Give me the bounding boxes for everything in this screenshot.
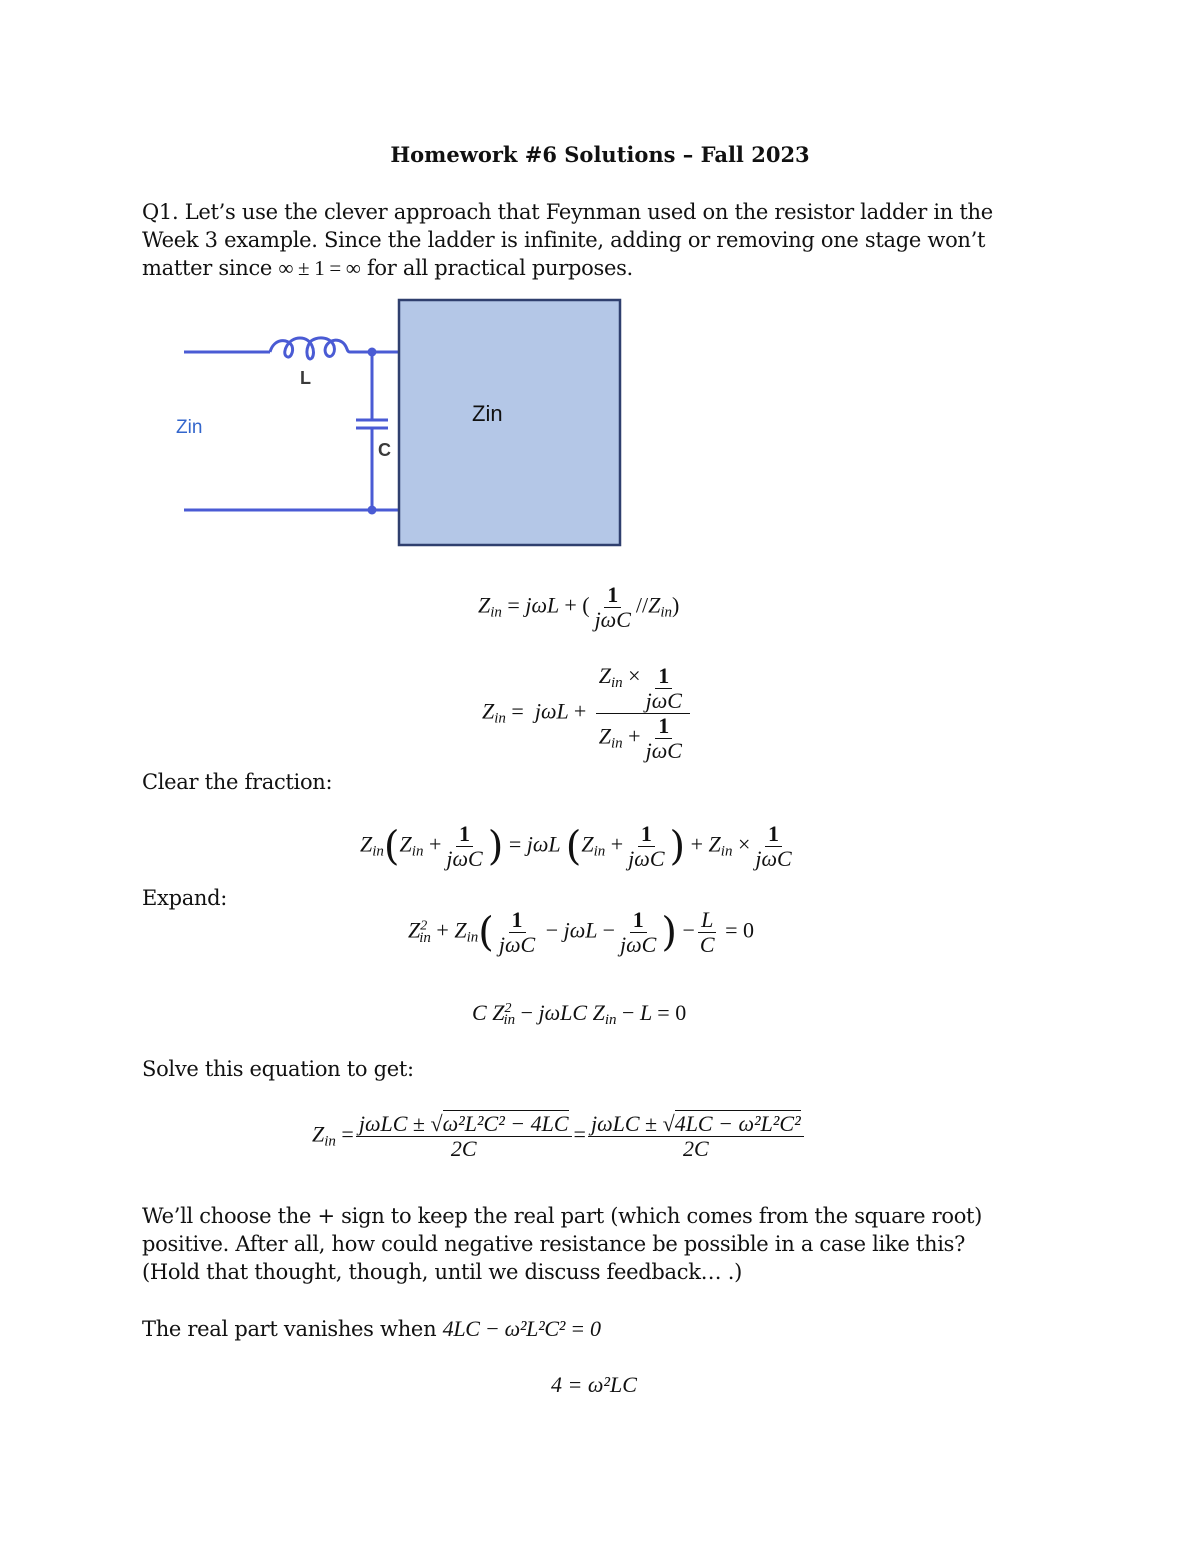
- equation-6: $Z_{in}$ = $\frac{\text{jωLC ± √ω²L²C² − 4LC}}{2C}$ = $\frac{\text{jωLC ± √4LC − ω²L²C²}}{2C}$: [312, 1112, 806, 1161]
- solve-label: Solve this equation to get:: [142, 1057, 414, 1081]
- real-part-sentence: The real part vanishes when 4LC − ω²L²C² = 0: [142, 1316, 601, 1341]
- capacitor-label: C: [378, 440, 391, 460]
- ladder-circuit-diagram: [170, 296, 630, 552]
- intro-line-1: Q1. Let’s use the clever approach that Feynman used on the resistor ladder in the: [142, 200, 993, 224]
- expand-label: Expand:: [142, 886, 228, 910]
- clear-fraction-label: Clear the fraction:: [142, 770, 333, 794]
- intro-paragraph: [142, 198, 993, 282]
- page-title: Homework #6 Solutions – Fall 2023: [390, 142, 810, 167]
- real-part-condition: 4LC − ω²L²C² = 0: [442, 1316, 601, 1341]
- equation-2: $Z_{in} = j\omega L$ + $Z_{in}$ × $\frac{1}{\text{jωC}}$ $Z_{in}$ + $\frac{1}{\text{jωC}}$: [482, 664, 692, 763]
- equation-5: C $Z^2_{in} - j\omega LC$ $Z_{in} - L = 0$: [472, 1000, 687, 1028]
- equation-1: $Z_{in} = j\omega L$ + ( $\frac{1}{\text{jωC}}$ $//Z_{in}$): [478, 582, 680, 632]
- box-impedance-label: Zin: [472, 401, 503, 426]
- equation-3: $Z_{in}(Z_{in}$ + $\frac{1}{\text{jωC}}$ ) = jωL ($Z_{in}$ + $\frac{1}{\text{jωC}}$ ) + $Z_{in}$ × $\frac{1}{\text{jωC}}$: [360, 821, 792, 871]
- zin-box: [399, 300, 620, 545]
- discussion-line-1: We’ll choose the + sign to keep the real part (which comes from the square root): [142, 1204, 983, 1228]
- final-equation: 4 = ω²LC: [551, 1372, 637, 1397]
- equation-4: $Z^2_{in} + Z_{in}$( $\frac{1}{\text{jωC}}$ − jωL − $\frac{1}{\text{jωC}}$ ) − $\frac{L}{C}$ = 0: [408, 907, 754, 957]
- inductor-coil: [270, 338, 350, 359]
- inductor-label: L: [300, 368, 311, 388]
- input-impedance-label: Zin: [176, 417, 203, 438]
- intro-line-3: matter since ∞ ± 1 = ∞ for all practical purposes.: [142, 256, 633, 280]
- intro-line-2: Week 3 example. Since the ladder is infinite, adding or removing one stage won’t: [142, 228, 986, 252]
- discussion-line-3: (Hold that thought, though, until we discuss feedback… .): [142, 1260, 743, 1284]
- discussion-paragraph: [142, 1202, 982, 1286]
- discussion-line-2: positive. After all, how could negative resistance be possible in a case like this?: [142, 1232, 966, 1256]
- infinity-expression: ∞ ± 1 = ∞: [278, 256, 361, 280]
